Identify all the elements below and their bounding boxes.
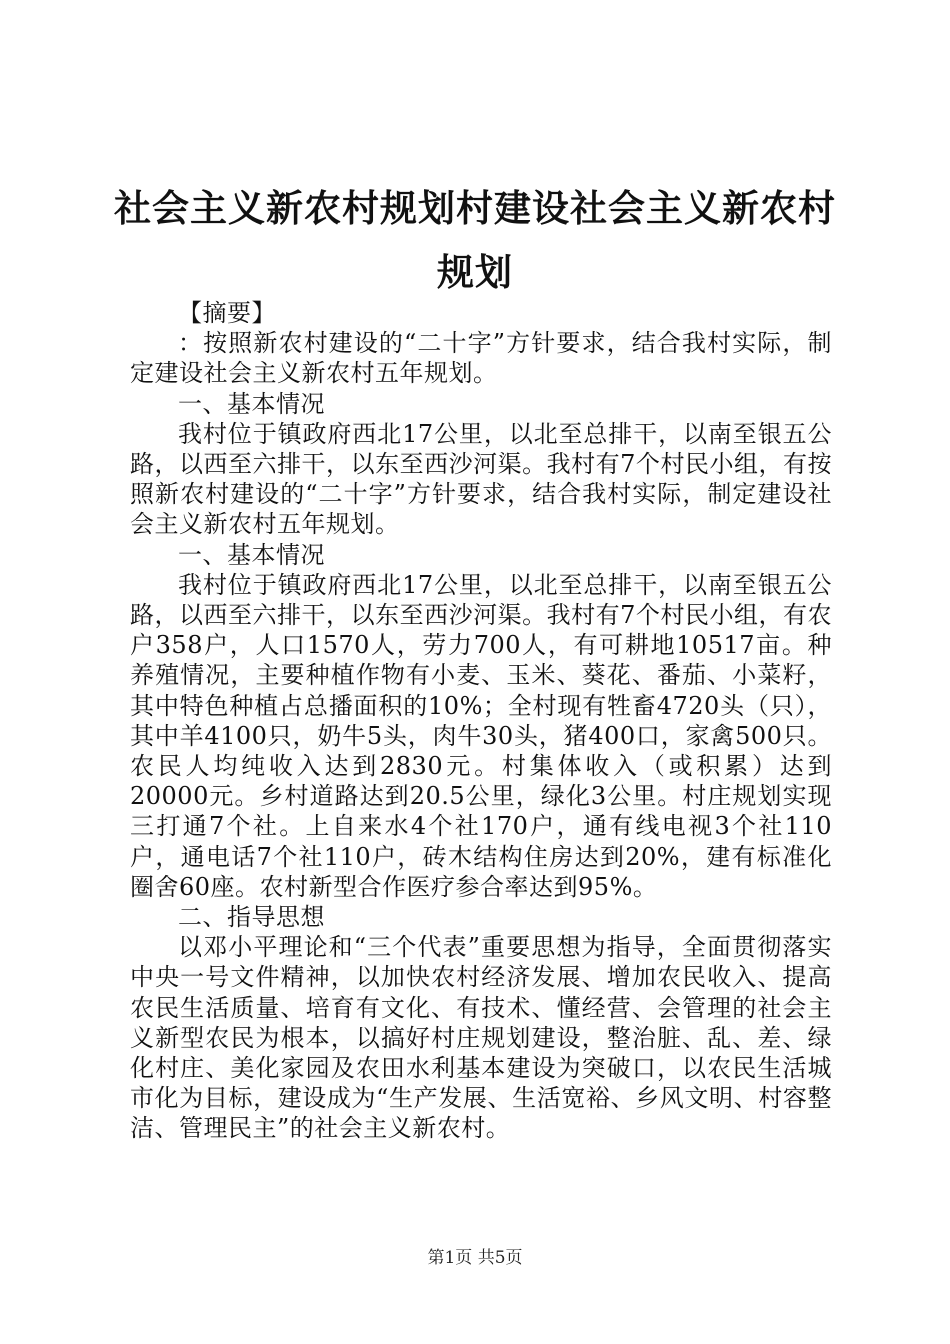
abstract-heading: 【摘要】 — [178, 299, 276, 327]
section-heading-guiding-ideology: 二、指导思想 — [178, 903, 325, 932]
body-paragraph-detail: 我村位于镇政府西北17公里，以北至总排干，以南至银五公路，以西至六排干，以东至西沙河渠。我村有7个村民小组，有农户358户，人口1570人，劳力700人，有可耕地10517亩。种养殖情况，主要种植作物有小麦、玉米、葵花、番茄、小菜籽，其中特色种植占总播面积的10%；全村现有牲畜4720头（只），其中羊4100只，奶牛5头，肉牛30头，猪400口，家禽500只。农民人均纯收入达到2830元。村集体收入（或积累）达到20000元。乡村道路达到20.5公里，绿化3公里。村庄规划实现三打通7个社。上自来水4个社170户，通有线电视3个社110户，通电话7个社110户，砖木结构住房达到20%，建有标准化圈舍60座。农村新型合作医疗参合率达到95%。 — [130, 570, 832, 901]
body-paragraph: 我村位于镇政府西北17公里，以北至总排干，以南至银五公路，以西至六排干，以东至西沙河渠。我村有7个村民小组，有按照新农村建设的“二十字”方针要求，结合我村实际，制定建设社会主义新农村五年规划。 — [130, 419, 832, 539]
document-body — [130, 298, 832, 1144]
section-heading-basic-situation: 一、基本情况 — [178, 389, 325, 418]
page-number-footer: 第1页 共5页 — [427, 1248, 523, 1268]
document-title: 社会主义新农村规划村建设社会主义新农村规划 — [114, 186, 836, 294]
body-paragraph-guiding-ideology: 以邓小平理论和“三个代表”重要思想为指导，全面贯彻落实中央一号文件精神，以加快农村经济发展、增加农民收入、提高农民生活质量、培育有文化、有技术、懂经营、会管理的社会主义新型农民为根本，以搞好村庄规划建设，整治脏、乱、差、绿化村庄、美化家园及农田水利基本建设为突破口，以农民生活城市化为目标，建设成为“生产发展、生活宽裕、乡风文明、村容整洁、管理民主”的社会主义新农村。 — [130, 933, 832, 1143]
section-heading-basic-situation-repeat: 一、基本情况 — [178, 540, 325, 569]
abstract-paragraph: ：按照新农村建设的“二十字”方针要求，结合我村实际，制定建设社会主义新农村五年规划。 — [130, 329, 832, 388]
